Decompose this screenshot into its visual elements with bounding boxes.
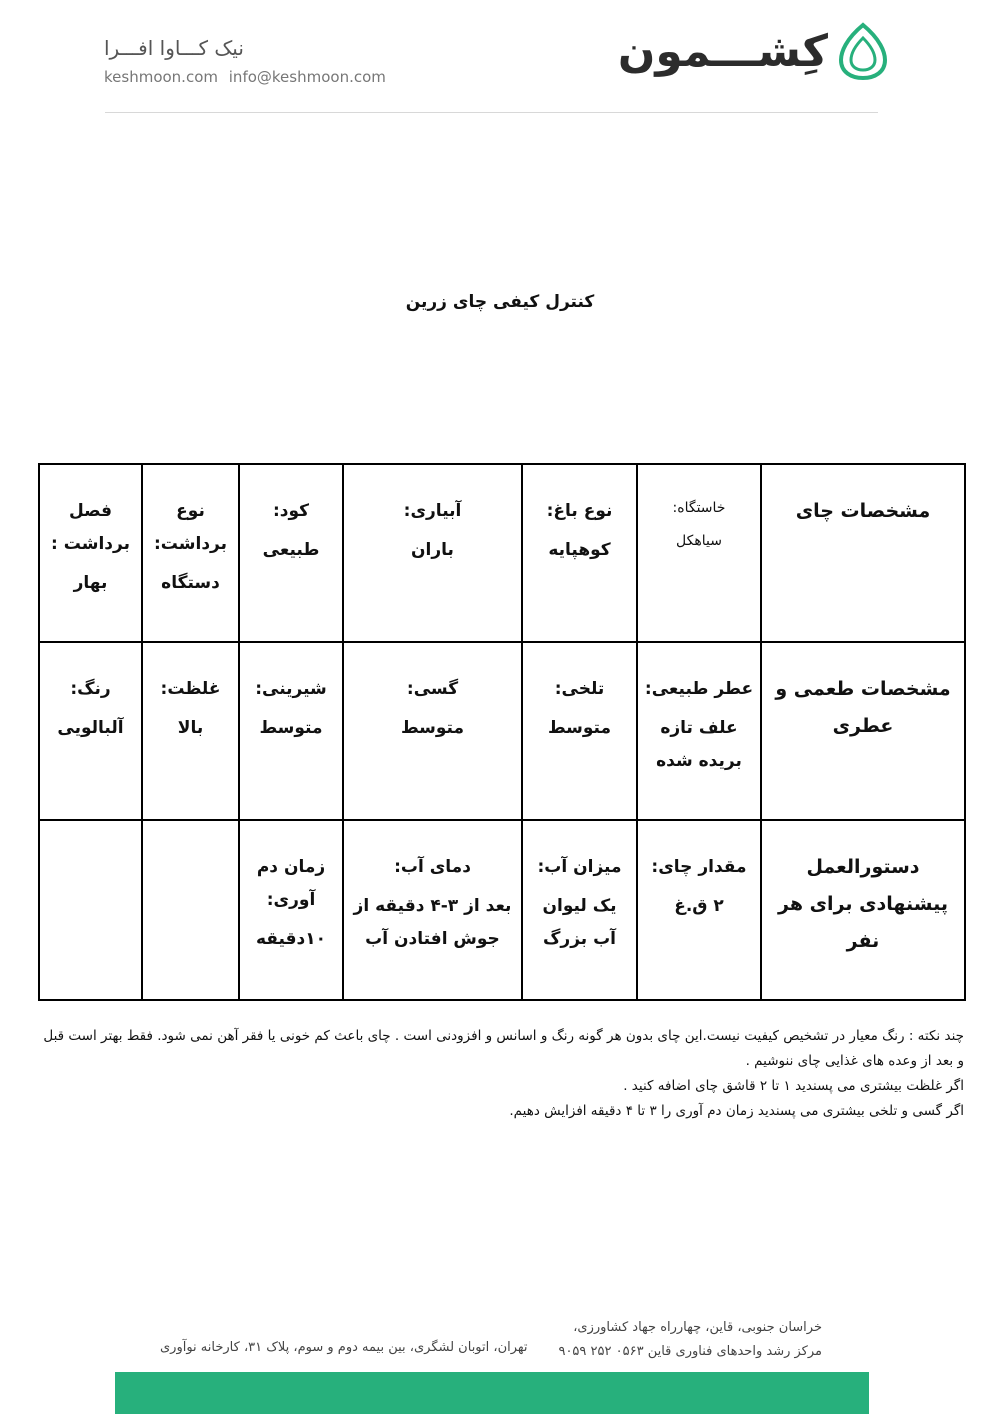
table-row (39, 820, 965, 1000)
origin-value: سیاهکل (676, 533, 722, 550)
aroma-label: عطر طبیعی: (644, 679, 754, 699)
origin-label: خاستگاه: (672, 500, 726, 516)
fertilizer-label: کود: (272, 501, 310, 521)
astringency-label: گسی: (406, 679, 459, 699)
bitterness-value: متوسط (547, 718, 612, 739)
row-head-tea-specs: مشخصات چای (761, 464, 965, 642)
brew-time-label: زمان دم آوری: (256, 857, 326, 911)
footer-address-khorasan (558, 1316, 822, 1364)
cell-brew-time (239, 820, 343, 1000)
note-item: اگر گسی و تلخی بیشتری می پسندید زمان دم آوری را ۳ تا ۴ دقیقه افزایش دهیم. (509, 1103, 964, 1119)
harvest-type-label: نوع برداشت: (153, 501, 228, 555)
footer-bar (115, 1372, 869, 1414)
cell-origin (637, 464, 761, 642)
brand (618, 22, 888, 80)
sweetness-label: شیرینی: (255, 679, 327, 699)
fertilizer-value: طبیعی (262, 540, 320, 561)
irrigation-value: باران (411, 540, 454, 561)
tea-spec-table (38, 463, 966, 1001)
brew-time-value: ۱۰دقیقه (255, 929, 327, 950)
footer-address-tehran: تهران، اتوبان لشگری، بین بیمه دوم و سوم، پلاک ۳۱، کارخانه نوآوری (160, 1340, 528, 1355)
leaf-logo-icon (838, 22, 888, 80)
company-contact (104, 68, 386, 86)
water-amount-value: یک لیوان آب بزرگ (542, 896, 617, 950)
table-row (39, 464, 965, 642)
cell-sweetness (239, 642, 343, 820)
cell-thickness (142, 642, 239, 820)
cell-empty (142, 820, 239, 1000)
season-label: فصل برداشت : (51, 501, 130, 555)
sweetness-value: متوسط (259, 718, 323, 739)
aroma-value: علف تازه بریده شده (656, 718, 742, 772)
note-item: اگر غلظت بیشتری می پسندید ۱ تا ۲ قاشق چای اضافه کنید . (623, 1078, 964, 1094)
cell-fertilizer (239, 464, 343, 642)
cell-harvest-type (142, 464, 239, 642)
color-label: رنگ: (70, 679, 111, 699)
tea-amount-value: ۲ ق.غ (674, 896, 724, 917)
water-temp-label: دمای آب: (394, 857, 471, 877)
color-value: آلبالویی (57, 718, 124, 739)
astringency-value: متوسط (400, 718, 465, 739)
company-name: نیک کـــاوا افـــرا (104, 36, 244, 60)
cell-astringency (343, 642, 522, 820)
table-row (39, 642, 965, 820)
thickness-label: غلظت: (160, 679, 221, 699)
row-head-flavor-specs: مشخصات طعمی و عطری (761, 642, 965, 820)
header-divider (105, 112, 878, 113)
tea-amount-label: مقدار چای: (651, 857, 747, 877)
cell-empty (39, 820, 142, 1000)
cell-irrigation (343, 464, 522, 642)
bitterness-label: تلخی: (554, 679, 605, 699)
cell-water-amount (522, 820, 637, 1000)
cell-tea-amount (637, 820, 761, 1000)
note-item: چند نکته : رنگ معیار در تشخیص کیفیت نیست.این چای بدون هر گونه رنگ و اسانس و افزودنی است . چای باعث کم خونی یا فقر آهن نمی شود. فقط بهتر است قبل و بعد از وعده های غذایی چای ننوشیم . (43, 1028, 964, 1069)
footer-khorasan-line: خراسان جنوبی، قاین، چهارراه جهاد کشاورزی، (573, 1320, 822, 1335)
footer-center-line: مرکز رشد واحدهای فناوری قاین ۰۵۶۳ ۲۵۲ ۹۰۵۹ (558, 1344, 822, 1359)
thickness-value: بالا (177, 718, 204, 739)
cell-aroma (637, 642, 761, 820)
cell-garden (522, 464, 637, 642)
document-title: کنترل کیفی چای زرین (405, 292, 595, 312)
row-head-brew-instructions: دستورالعمل پیشنهادی برای هر نفر (761, 820, 965, 1000)
water-temp-value: بعد از ۳-۴ دقیقه از جوش افتادن آب (353, 896, 512, 950)
irrigation-label: آبیاری: (403, 501, 462, 521)
company-info (104, 36, 386, 86)
water-amount-label: میزان آب: (537, 857, 622, 877)
website-link[interactable]: keshmoon.com (104, 68, 218, 86)
season-value: بهار (73, 573, 108, 594)
garden-label: نوع باغ: (546, 501, 613, 521)
cell-water-temp (343, 820, 522, 1000)
harvest-type-value: دستگاه (161, 573, 220, 594)
cell-color (39, 642, 142, 820)
cell-harvest-season (39, 464, 142, 642)
cell-bitterness (522, 642, 637, 820)
notes (40, 1024, 964, 1124)
letterhead (0, 0, 1000, 120)
brand-name: کِشـــمون (617, 25, 828, 77)
garden-value: کوهپایه (548, 540, 611, 561)
email-link[interactable]: info@keshmoon.com (228, 68, 386, 86)
